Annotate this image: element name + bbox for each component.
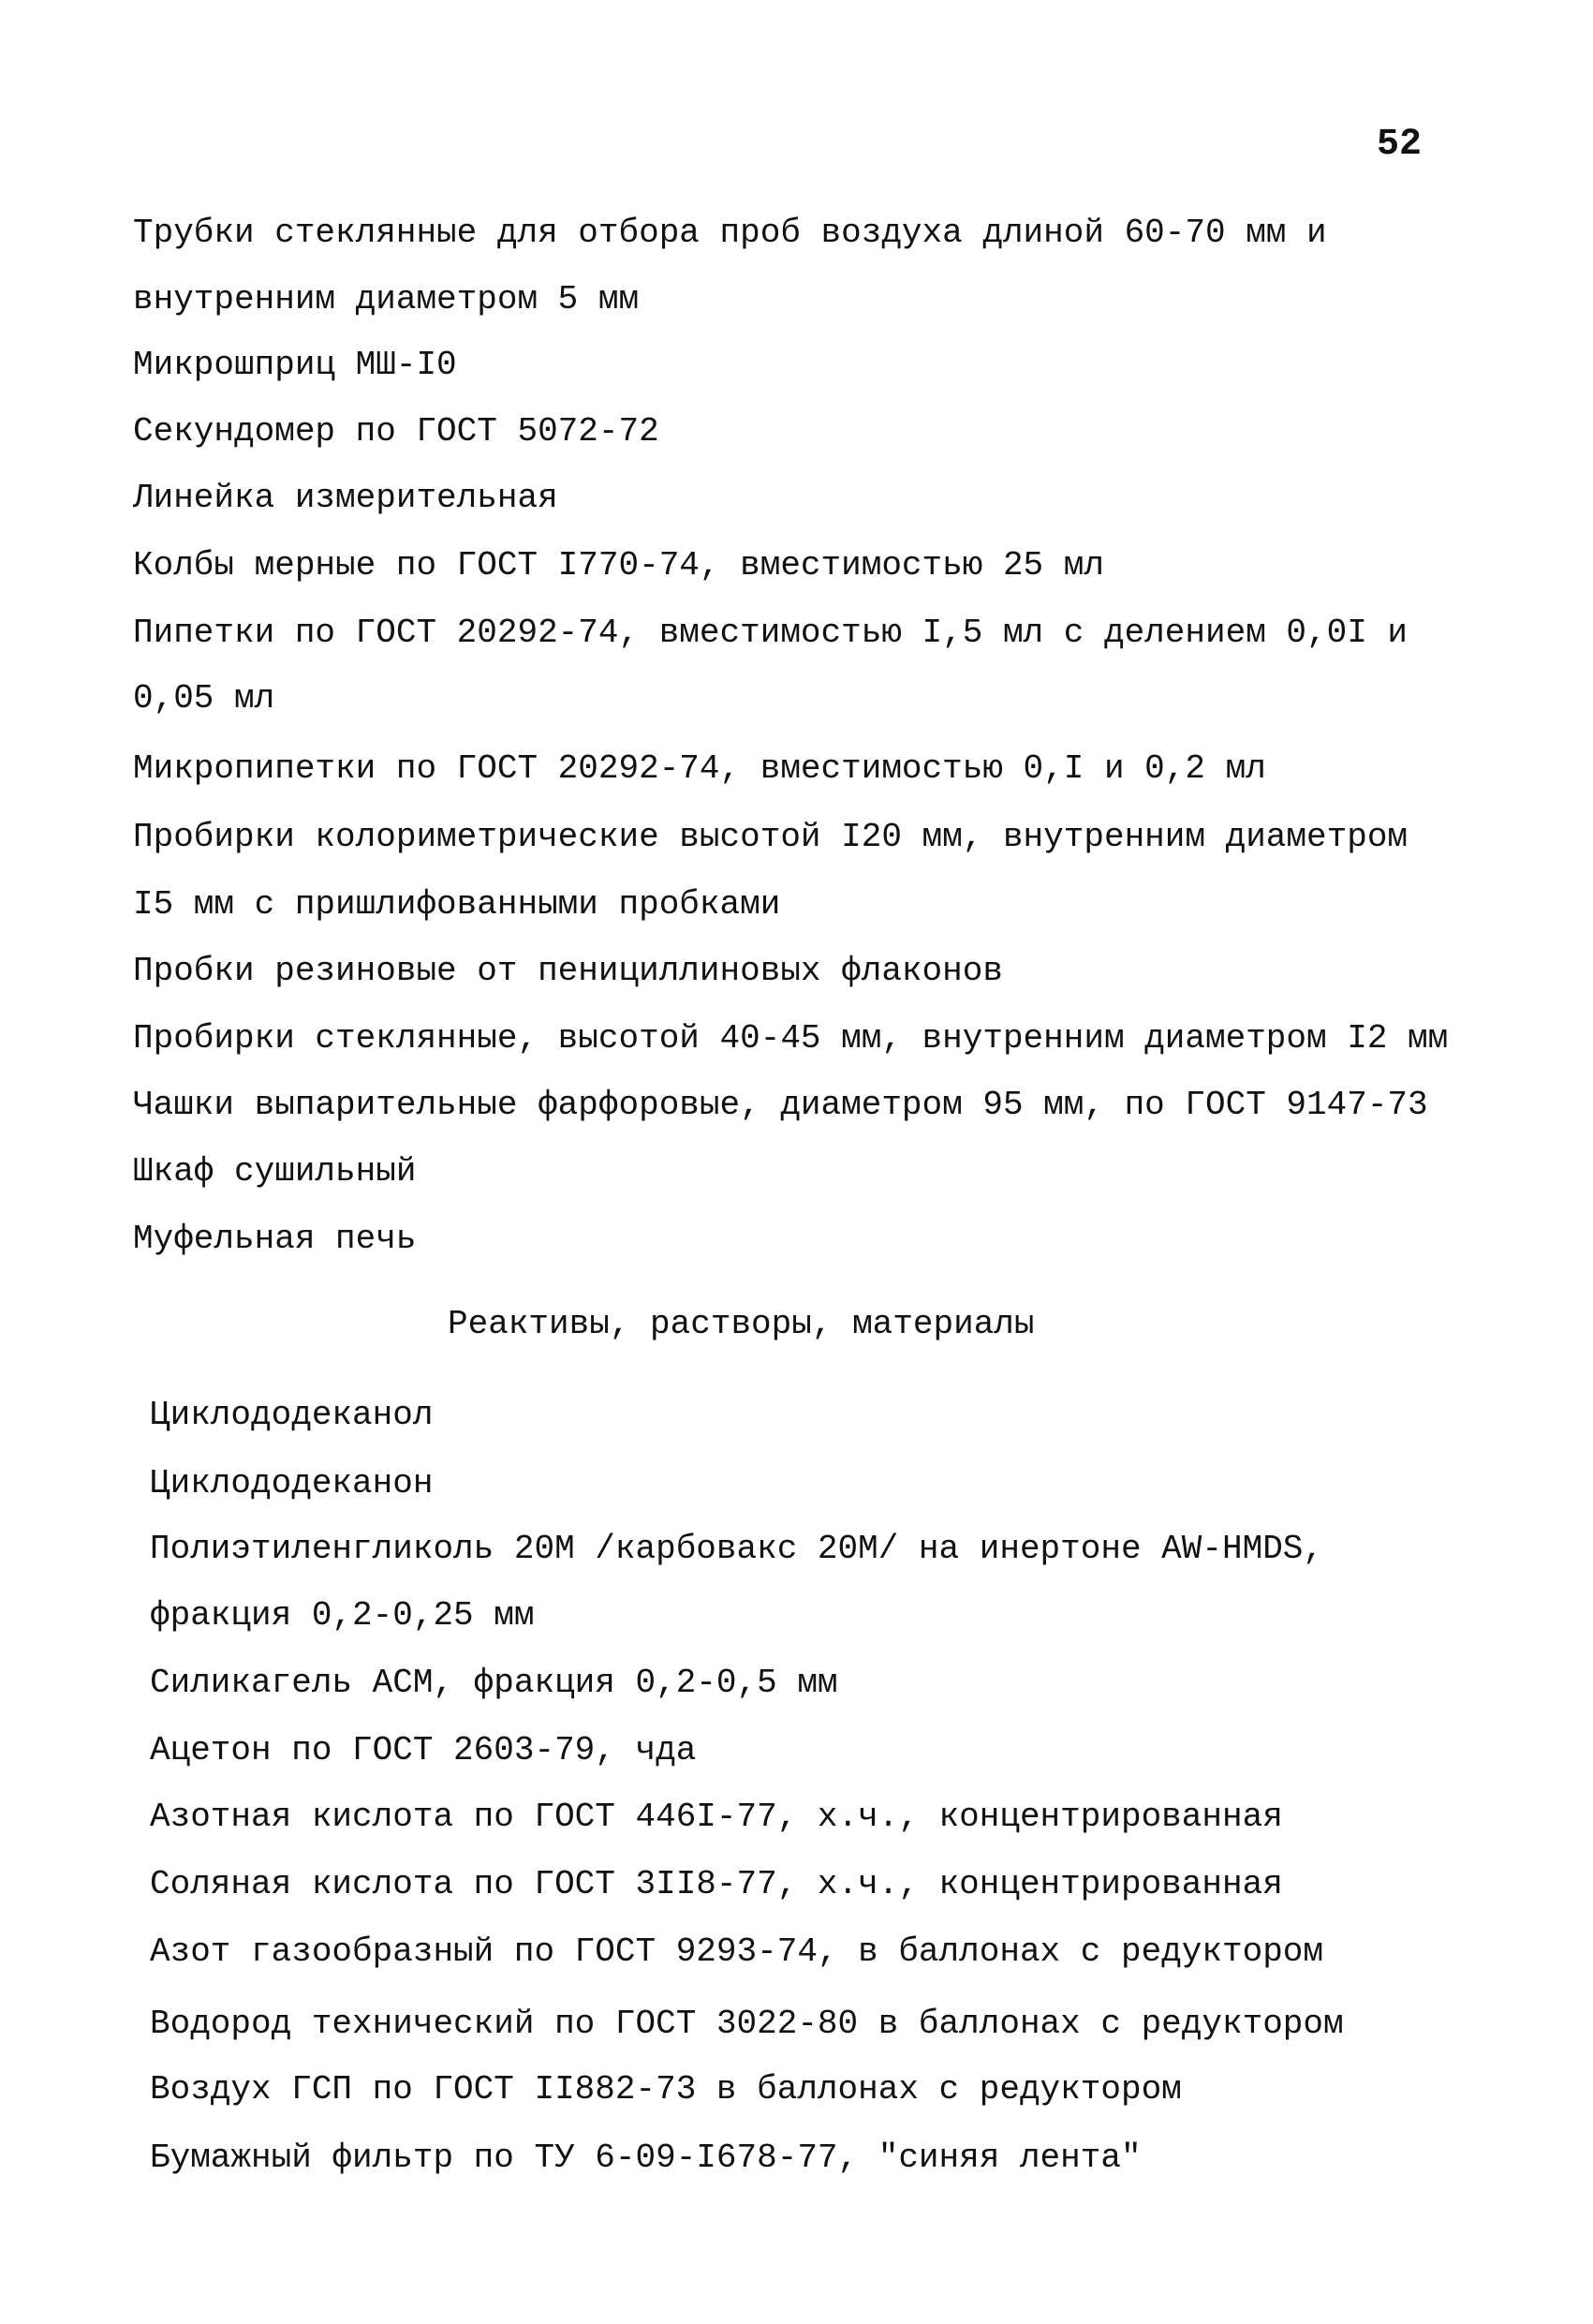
equipment-line: 0,05 мл	[133, 679, 275, 718]
equipment-line: Трубки стеклянные для отбора проб воздуха длиной 60-70 мм и	[133, 214, 1327, 252]
equipment-line: Пипетки по ГОСТ 20292-74, вместимостью I,5 мл с делением 0,0I и	[133, 614, 1409, 652]
reagent-line: Азотная кислота по ГОСТ 446I-77, х.ч., концентрированная	[150, 1798, 1283, 1836]
reagent-line: Циклододеканол	[150, 1396, 434, 1434]
equipment-line: Чашки выпарительные фарфоровые, диаметром 95 мм, по ГОСТ 9147-73	[133, 1086, 1428, 1124]
reagent-line: Бумажный фильтр по ТУ 6-09-I678-77, "синяя лента"	[150, 2139, 1142, 2177]
reagent-line: Воздух ГСП по ГОСТ II882-73 в баллонах с редуктором	[150, 2070, 1182, 2109]
equipment-line: Линейка измерительная	[133, 479, 558, 517]
equipment-line: Микропипетки по ГОСТ 20292-74, вместимостью 0,I и 0,2 мл	[133, 749, 1266, 788]
reagent-line: Полиэтиленгликоль 20М /карбовакс 20М/ на инертоне AW-HMDS,	[150, 1530, 1324, 1568]
reagent-line: Соляная кислота по ГОСТ 3II8-77, х.ч., концентрированная	[150, 1865, 1283, 1903]
reagent-line: Силикагель АСМ, фракция 0,2-0,5 мм	[150, 1664, 838, 1702]
section-heading: Реактивы, растворы, материалы	[448, 1305, 1035, 1343]
equipment-line: I5 мм с пришлифованными пробками	[133, 885, 781, 924]
reagent-line: Ацетон по ГОСТ 2603-79, чда	[150, 1731, 697, 1769]
reagent-line: Водород технический по ГОСТ 3022-80 в баллонах с редуктором	[150, 2005, 1344, 2043]
equipment-line: Пробирки стеклянные, высотой 40-45 мм, внутренним диаметром I2 мм	[133, 1019, 1449, 1058]
equipment-line: Шкаф сушильный	[133, 1152, 417, 1191]
reagent-line: Азот газообразный по ГОСТ 9293-74, в баллонах с редуктором	[150, 1932, 1324, 1971]
equipment-line: Пробирки колориметрические высотой I20 мм, внутренним диаметром	[133, 818, 1409, 856]
page-number: 52	[1377, 124, 1423, 166]
equipment-line: Микрошприц МШ-I0	[133, 346, 457, 384]
equipment-line: внутренним диаметром 5 мм	[133, 280, 640, 318]
reagent-line: фракция 0,2-0,25 мм	[150, 1596, 535, 1635]
equipment-line: Пробки резиновые от пенициллиновых флаконов	[133, 952, 1003, 990]
equipment-line: Колбы мерные по ГОСТ I770-74, вместимостью 25 мл	[133, 546, 1104, 585]
equipment-line: Секундомер по ГОСТ 5072-72	[133, 412, 659, 451]
reagent-line: Циклододеканон	[150, 1464, 434, 1502]
equipment-line: Муфельная печь	[133, 1220, 417, 1258]
